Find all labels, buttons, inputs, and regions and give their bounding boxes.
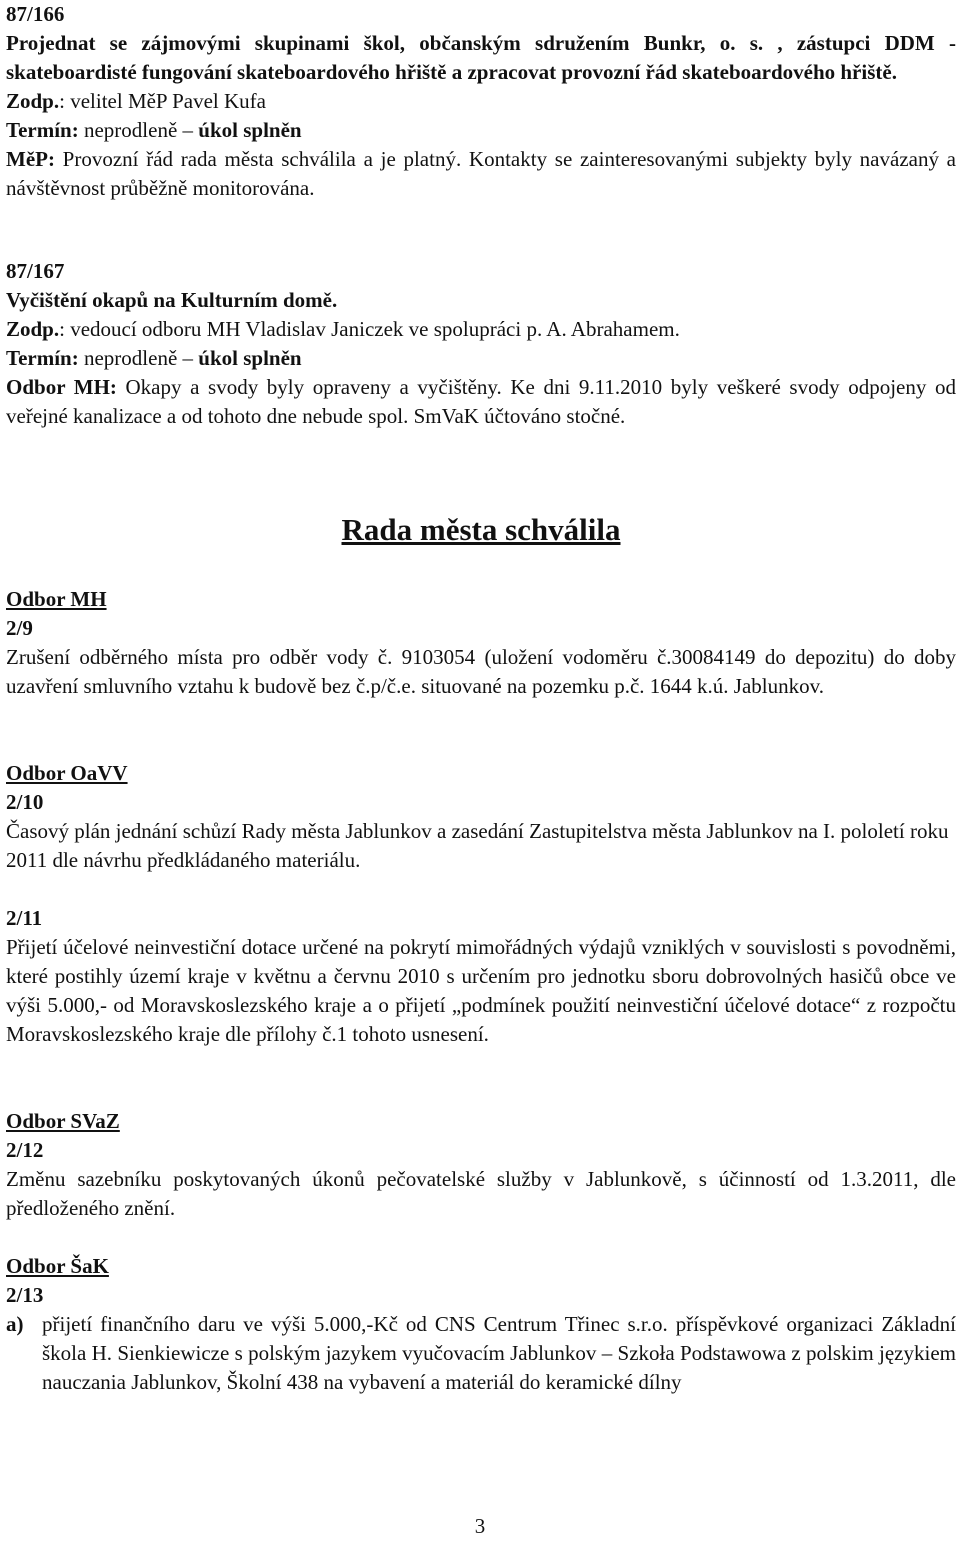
item-number: 2/11 — [6, 906, 43, 930]
page-number: 3 — [474, 1514, 486, 1538]
task-status: úkol splněn — [198, 118, 302, 142]
responsible-label: Zodp. — [6, 317, 60, 341]
item-text: Zrušení odběrného místa pro odběr vody č. 9103054 (uložení vodoměru č.30084149 do depozitu) do doby uzavření smluvního vztahu k budově bez č.p/č.e. situované na pozemku p.č. 1644 k.ú. Jablunkov. — [6, 645, 956, 698]
deadline-label: Termín: — [6, 118, 79, 142]
resolution-number: 87/166 — [6, 2, 65, 26]
item-number: 2/9 — [6, 616, 33, 640]
report-text: Provozní řád rada města schválila a je platný. Kontakty se zainteresovanými subjekty byly navázaný a návštěvnost průběžně monitorována. — [6, 147, 956, 200]
department-heading: Odbor OaVV — [6, 761, 128, 785]
task-status: úkol splněn — [198, 346, 302, 370]
report-line — [6, 373, 956, 431]
resolution-title: Projednat se zájmovými skupinami škol, občanským sdružením Bunkr, o. s. , zástupci DDM - skateboardisté fungování skateboardového hřiště a zpracovat provozní řád skateboardového hřiště. — [6, 31, 956, 84]
resolution-87-166 — [6, 0, 956, 203]
department-heading: Odbor ŠaK — [6, 1254, 109, 1278]
resolution-number: 87/167 — [6, 259, 65, 283]
department-heading: Odbor MH — [6, 587, 107, 611]
list-item-label: a) — [6, 1312, 24, 1336]
list-item-text: přijetí finančního daru ve výši 5.000,-Kč od CNS Centrum Třinec s.r.o. příspěvkové organizaci Základní škola H. Sienkiewicze s polským jazykem vyučovacím Jablunkov – Szkoła Podstawowa z polskim językiem nauczania Jablunkov, Školní 438 na vybavení a materiál do keramické dílny — [42, 1312, 956, 1394]
deadline-text: neprodleně — [78, 118, 178, 142]
dept-mh-section — [6, 585, 956, 701]
dept-svaz-section — [6, 1107, 956, 1223]
deadline-text: neprodleně — [78, 346, 178, 370]
deadline-dash: – — [177, 346, 199, 370]
dept-oavv-section — [6, 759, 956, 875]
item-number: 2/12 — [6, 1138, 44, 1162]
responsible-text: : velitel MěP Pavel Kufa — [59, 89, 266, 113]
item-number: 2/13 — [6, 1283, 44, 1307]
resolution-87-167 — [6, 257, 956, 431]
dept-sak-section — [6, 1252, 956, 1397]
item-2-11 — [6, 904, 956, 1049]
item-text: Časový plán jednání schůzí Rady města Jablunkov a zasedání Zastupitelstva města Jablunkov na I. pololetí roku 2011 dle návrhu předkládaného materiálu. — [6, 819, 949, 872]
report-text: Okapy a svody byly opraveny a vyčištěny. Ke dni 9.11.2010 byly veškeré svody odpojeny od veřejné kanalizace a od tohoto dne nebude spol. SmVaK účtováno stočné. — [6, 375, 956, 428]
report-line — [6, 145, 956, 203]
responsible-text: : vedoucí odboru MH Vladislav Janiczek ve spolupráci p. A. Abrahamem. — [59, 317, 680, 341]
deadline-label: Termín: — [6, 346, 79, 370]
department-heading: Odbor SVaZ — [6, 1109, 120, 1133]
list-item — [6, 1310, 956, 1397]
item-text: Změnu sazebníku poskytovaných úkonů pečovatelské služby v Jablunkově, s účinností od 1.3.2011, dle předloženého znění. — [6, 1167, 956, 1220]
deadline-line — [6, 344, 956, 373]
report-label: MěP: — [6, 147, 55, 171]
item-number: 2/10 — [6, 790, 44, 814]
item-text: Přijetí účelové neinvestiční dotace určené na pokrytí mimořádných výdajů vzniklých v souvislosti s povodněmi, které postihly území kraje v květnu a červnu 2010 s určením pro jednotku sboru dobrovolných hasičů obce ve výši 5.000,- od Moravskoslezského kraje a o přijetí „podmínek použití neinvestiční účelové dotace“ z rozpočtu Moravskoslezského kraje dle přílohy č.1 tohoto usnesení. — [6, 935, 956, 1046]
deadline-line — [6, 116, 956, 145]
responsible-line — [6, 315, 956, 344]
responsible-label: Zodp. — [6, 89, 60, 113]
deadline-dash: – — [177, 118, 199, 142]
responsible-line — [6, 87, 956, 116]
report-label: Odbor MH: — [6, 375, 117, 399]
section-heading: Rada města schválila — [341, 512, 621, 547]
resolution-title: Vyčištění okapů na Kulturním domě. — [6, 288, 338, 312]
